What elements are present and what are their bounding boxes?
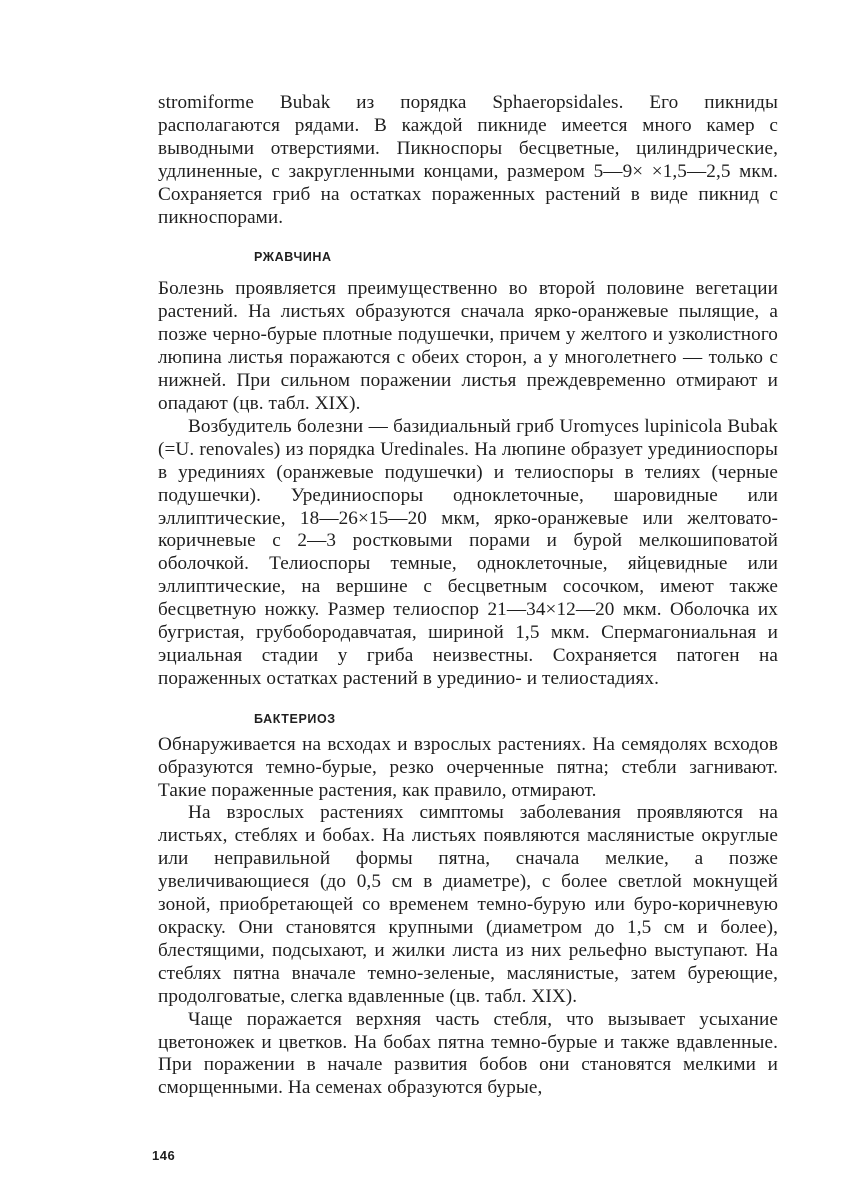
spacer	[158, 691, 778, 708]
rust-paragraph-pathogen: Возбудитель болезни — базидиальный гриб Uromyces lupinicola Bubak (=U. renovales) из порядка Uredinales. На люпине образует урединиоспоры в урединиях (оранжевые подушечки) и телиоспоры в телиях (черные подушечки). Урединиоспоры одноклеточные, шаровидные или эллиптические, 18—26×15—20 мкм, ярко-оранжевые или желтовато-коричневые с 2—3 ростковыми порами и бурой мелкошиповатой оболочкой. Телиоспоры темные, одноклеточные, яйцевидные или эллиптические, на вершине с бесцветным сосочком, имеют также бесцветную ножку. Размер телиоспор 21—34×12—20 мкм. Оболочка их бугристая, грубобородавчатая, шириной 1,5 мкм. Спермагониальная и эциальная стадии у гриба неизвестны. Сохраняется патоген на пораженных остатках растений в урединио- и телиостадиях.	[158, 415, 778, 689]
page-body	[158, 92, 778, 1100]
section-heading-bacteriosis: БАКТЕРИОЗ	[254, 711, 336, 726]
spacer	[158, 268, 778, 278]
section-heading-rust: РЖАВЧИНА	[254, 250, 332, 265]
bacteriosis-paragraph-stems-pods: Чаще поражается верхняя часть стебля, что вызывает усыхание цветоножек и цветков. На бобах пятна темно-бурые и также вдавленные. При поражении в начале развития бобов они становятся мелкими и сморщенными. На семенах образуются бурые,	[158, 1008, 778, 1099]
bacteriosis-paragraph-seedlings: Обнаруживается на всходах и взрослых растениях. На семядолях всходов образуются темно-бурые, резко очерченные пятна; стебли загнивают. Такие пораженные растения, как правило, отмирают.	[158, 733, 778, 801]
page-number: 146	[152, 1148, 176, 1163]
rust-paragraph-symptoms: Болезнь проявляется преимущественно во второй половине вегетации растений. На листьях образуются сначала ярко-оранжевые пылящие, а позже черно-бурые плотные подушечки, причем у желтого и узколистного люпина листья поражаются с обеих сторон, а у многолетнего — только с нижней. При сильном поражении листья преждевременно отмирают и опадают (цв. табл. XIX).	[158, 278, 778, 414]
spacer	[158, 229, 778, 246]
bacteriosis-paragraph-adult-plants: На взрослых растениях симптомы заболевания проявляются на листьях, стеблях и бобах. На листьях появляются маслянистые округлые или неправильной формы пятна, сначала мелкие, а позже увеличивающиеся (до 0,5 см в диаметре), с более светлой мокнущей зоной, приобретающей со временем темно-бурую или буро-коричневую окраску. Они становятся крупными (диаметром до 1,5 см и более), блестящими, подсыхают, и жилки листа из них рельефно выступают. На стеблях пятна вначале темно-зеленые, маслянистые, затем буреющие, продолговатые, слегка вдавленные (цв. табл. XIX).	[158, 802, 778, 1007]
intro-paragraph: stromiforme Bubak из порядка Sphaeropsidales. Его пикниды располагаются рядами. В каждой пикниде имеется много камер с выводными отверстиями. Пикноспоры бесцветные, цилиндрические, удлиненные, с закругленными концами, размером 5—9× ×1,5—2,5 мкм. Сохраняется гриб на остатках пораженных растений в виде пикнид с пикноспорами.	[158, 92, 778, 228]
